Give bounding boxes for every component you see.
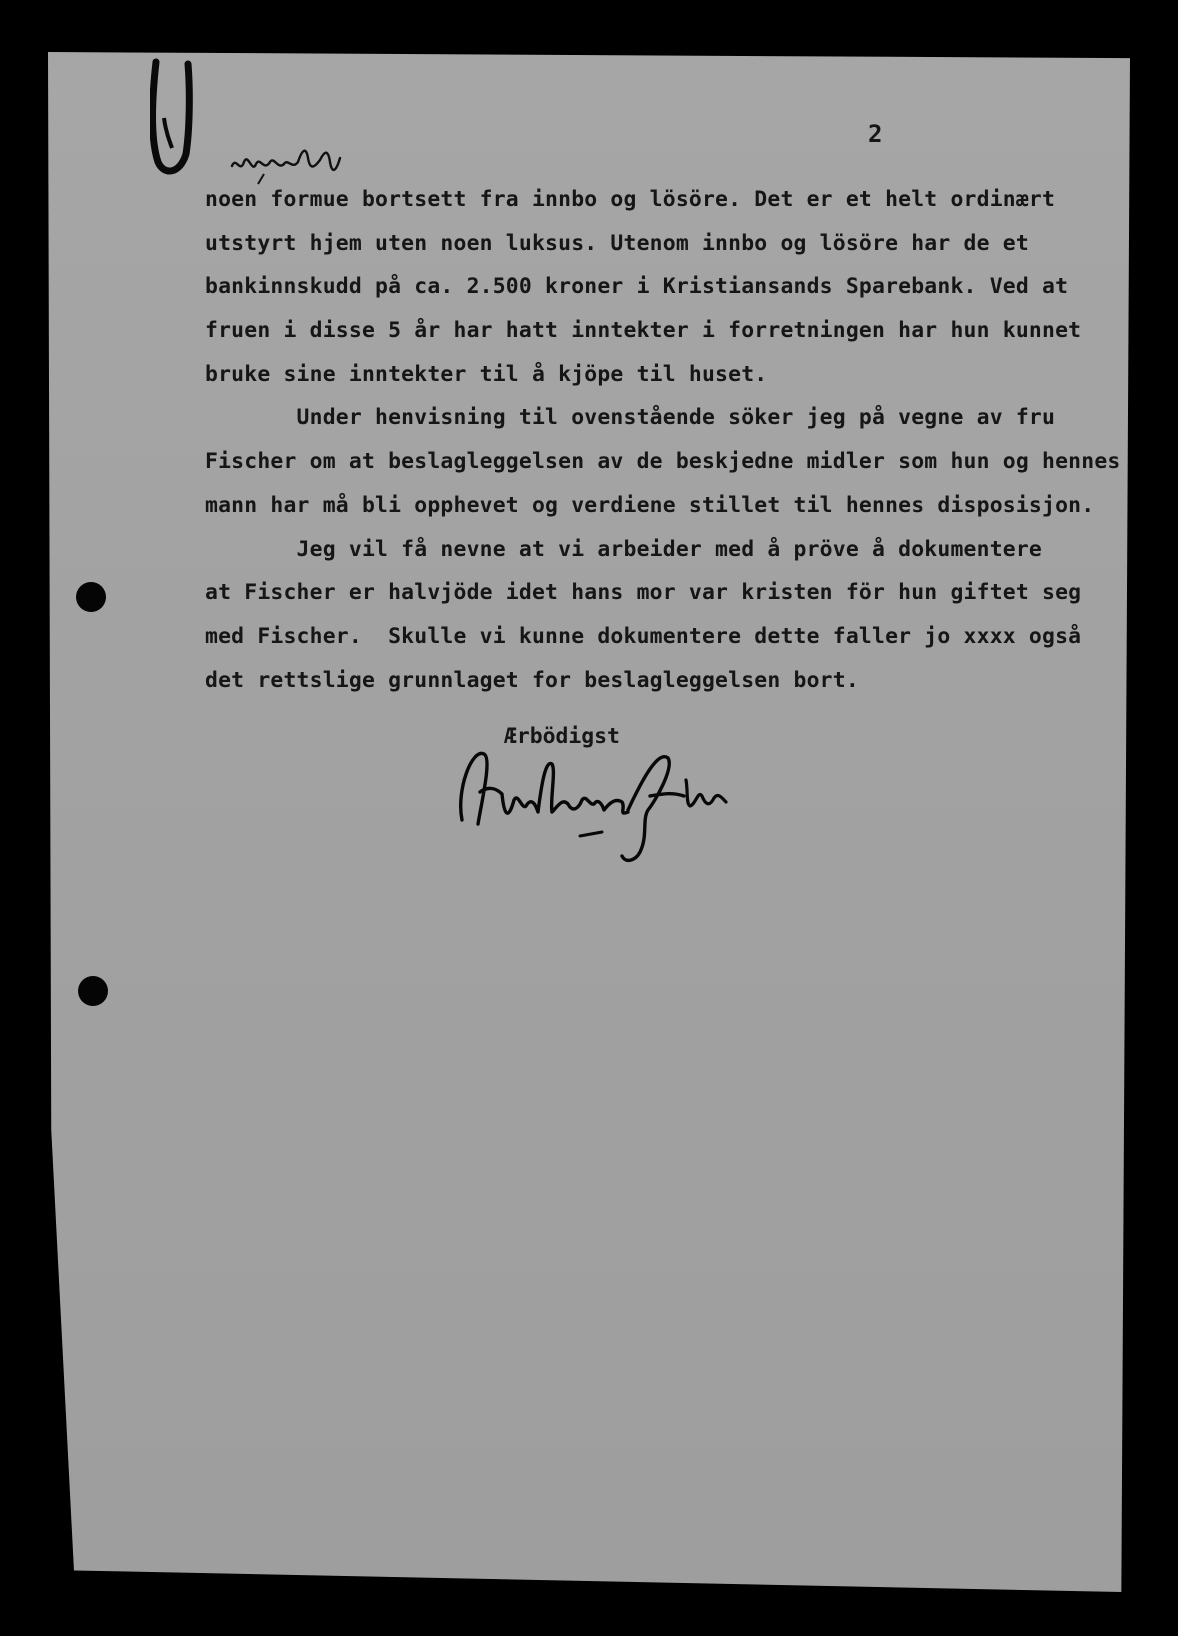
punch-hole-upper (76, 582, 106, 612)
body-line: Fischer om at beslagleggelsen av de beskjedne midler som hun og hennes (205, 449, 1121, 475)
body-line: at Fischer er halvjöde idet hans mor var kristen för hun giftet seg (205, 580, 1082, 606)
body-line: utstyrt hjem uten noen luksus. Utenom innbo og lösöre har de et (205, 230, 1029, 256)
body-line: Jeg vil få nevne at vi arbeider med å pröve å dokumentere (205, 536, 1043, 562)
body-line: bankinnskudd på ca. 2.500 kroner i Kristiansands Sparebank. Ved at (205, 274, 1069, 300)
handwritten-u-mark (150, 58, 194, 176)
body-line: fruen i disse 5 år har hatt inntekter i forretningen har hun kunnet (205, 318, 1082, 344)
body-line: mann har må bli opphevet og verdiene stillet til hennes disposisjon. (205, 492, 1095, 518)
body-line: noen formue bortsett fra innbo og lösöre. Det er et helt ordinært (205, 187, 1056, 212)
letter-body (205, 178, 1125, 702)
body-line: det rettslige grunnlaget for beslagleggelsen bort. (205, 667, 859, 693)
closing-salutation: Ærbödigst (504, 724, 620, 749)
page-number: 2 (868, 120, 883, 148)
handwritten-signature (452, 740, 742, 870)
body-line: med Fischer. Skulle vi kunne dokumentere dette faller jo xxxx også (205, 623, 1082, 649)
punch-hole-lower (78, 976, 108, 1006)
body-line: Under henvisning til ovenstående söker jeg på vegne av fru (205, 405, 1056, 431)
body-line: bruke sine inntekter til å kjöpe til huset. (205, 361, 768, 387)
